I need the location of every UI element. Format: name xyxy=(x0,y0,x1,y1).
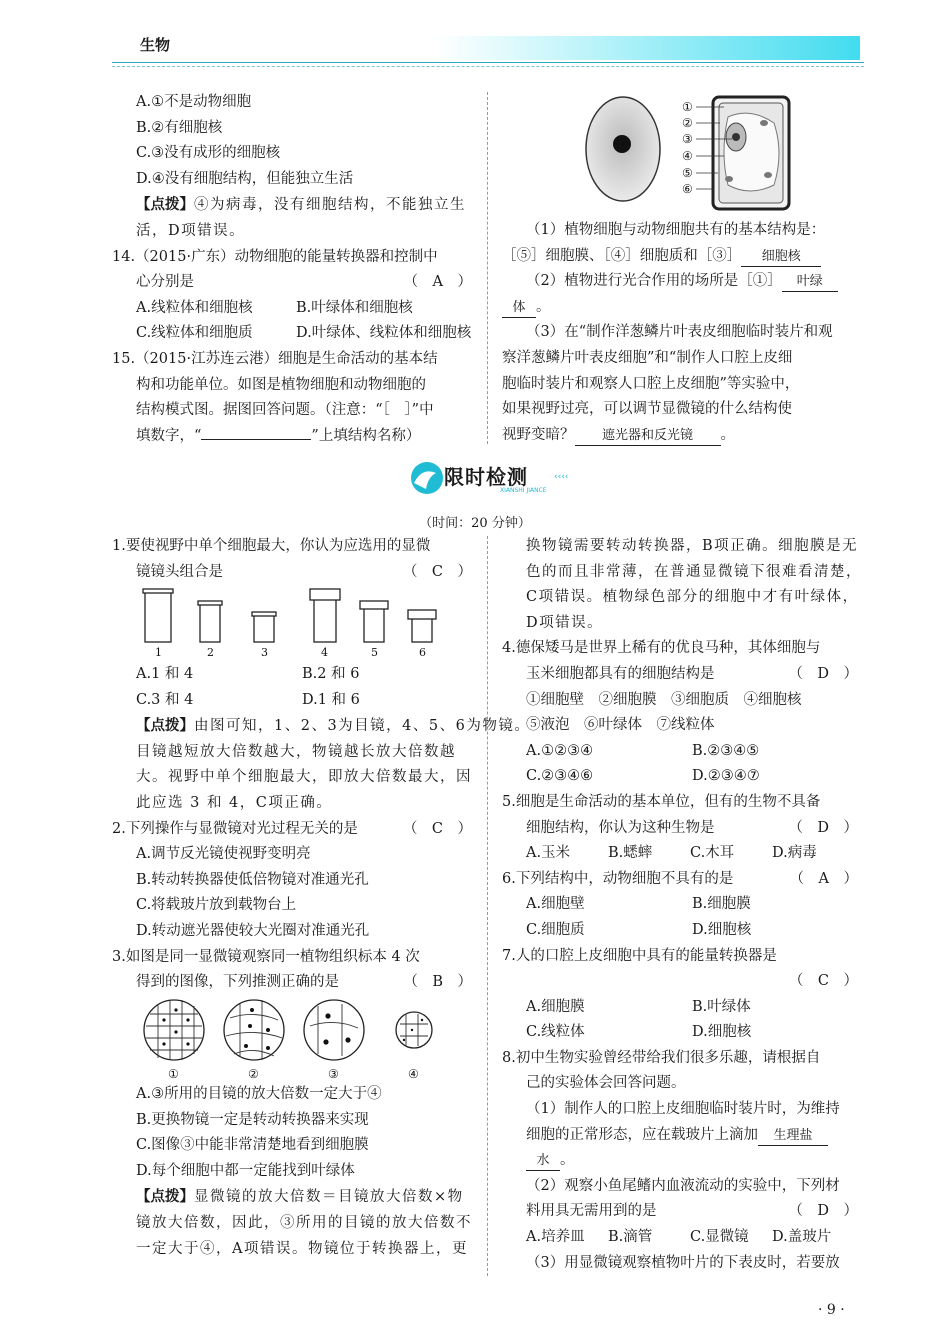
page-number: · 9 · xyxy=(818,1302,845,1318)
q8-answer: （ D ） xyxy=(788,1203,858,1220)
q1-answer: （ C ） xyxy=(402,563,472,580)
q14-stem: 14.（2015·广东）动物细胞的能量转换器和控制中 xyxy=(112,248,438,265)
header-rule xyxy=(112,62,864,63)
view-label: ④ xyxy=(408,1067,419,1080)
q14-option-a: A.线粒体和细胞核 xyxy=(136,299,253,316)
q5-answer: （ D ） xyxy=(788,819,858,836)
q14-option-c: C.线粒体和细胞质 xyxy=(136,325,253,342)
lens-1 xyxy=(145,592,171,642)
lens-2 xyxy=(200,604,220,642)
q8-stem: 8.初中生物实验曾经带给我们很多乐趣，请根据自 xyxy=(502,1049,821,1066)
top-left-column xyxy=(112,90,482,449)
q4-answer: （ D ） xyxy=(788,665,858,682)
q2-stem: 2.下列操作与显微镜对光过程无关的是 xyxy=(112,820,358,837)
svg-text:‹‹‹‹: ‹‹‹‹ xyxy=(554,472,568,482)
q13-note-cont: 活，D项错误。 xyxy=(136,222,246,239)
view-1 xyxy=(144,1000,204,1060)
view-3 xyxy=(304,1000,364,1060)
q15-stem: 15.（2015·江苏连云港）细胞是生命活动的基本结 xyxy=(112,350,438,367)
q3-stem: 3.如图是同一显微镜观察同一植物组织标本 4 次 xyxy=(112,948,420,965)
q1-option-d: D.1 和 6 xyxy=(302,691,360,708)
diagram-label: ⑤ xyxy=(682,166,693,180)
q7-stem: 7.人的口腔上皮细胞中具有的能量转换器是 xyxy=(502,947,777,964)
q13-option-d: D.④没有细胞结构，但能独立生活 xyxy=(136,170,354,187)
answer-fill: 遮光器和反光镜 xyxy=(575,427,721,446)
lens-6 xyxy=(412,618,432,642)
q15-stem-4: 填数字，“ ”上填结构名称） xyxy=(136,427,421,444)
answer-fill: 细胞核 xyxy=(741,248,821,267)
view-4 xyxy=(396,1012,432,1048)
bottom-left-column-2: A.1 和 4 B.2 和 6 C.3 和 4 D.1 和 6 【点拨】由图可知，1、2、3为目镜，4、5、6为物镜。 目镜越短放大倍数越大，物镜越长放大倍数越 大。视野中单个细胞最大，即放大倍数最大，因 此应选 3 和 4，C项正确。 2.下列操作与显微镜对光过程无关的是 （ C ） A.调节反光镜使视野变明亮 B.转动转换器使低倍物镜对准通光孔 C.将载玻片放到载物台上 D.转动遮光器使较大光圈对准通光孔 3.如图是同一显微镜观察同一植物组织标本 4 次 得到的图像，下列推测正确的是 （ B ） xyxy=(112,662,482,996)
q6-answer: （ A ） xyxy=(789,870,858,887)
time-limit: （时间：20 分钟） xyxy=(419,516,531,531)
diagram-label: ⑥ xyxy=(682,182,693,196)
answer-fill: 体 xyxy=(502,299,536,318)
view-label: ② xyxy=(248,1067,259,1080)
answer-fill: 水 xyxy=(526,1152,560,1171)
q15-part1: （1）植物细胞与动物细胞共有的基本结构是： xyxy=(526,222,826,238)
column-divider-top xyxy=(487,92,488,444)
q5-stem: 5.细胞是生命活动的基本单位，但有的生物不具备 xyxy=(502,793,821,810)
blank-line xyxy=(201,439,311,440)
answer-fill: 叶绿 xyxy=(782,273,838,292)
microscope-views xyxy=(142,996,434,1080)
diagram-label: ③ xyxy=(682,132,693,146)
lens-label: 3 xyxy=(261,646,268,659)
q4-stem: 4.德保矮马是世界上稀有的优良马种，其体细胞与 xyxy=(502,640,821,657)
q15-stem-2: 构和功能单位。如图是植物细胞和动物细胞的 xyxy=(136,376,426,393)
bottom-left-column: 1.要使视野中单个细胞最大，你认为应选用的显微 镜镜头组合是 （ C ） xyxy=(112,534,482,585)
view-2 xyxy=(224,1000,284,1060)
view-label: ① xyxy=(168,1067,179,1080)
diagram-label: ② xyxy=(682,116,693,130)
lens-4 xyxy=(314,599,336,642)
lens-label: 5 xyxy=(371,646,378,659)
q2-answer: （ C ） xyxy=(402,820,472,837)
q13-option-c: C.③没有成形的细胞核 xyxy=(136,145,281,162)
q13-option-b: B.②有细胞核 xyxy=(136,119,223,136)
section-title: 限时检测 xyxy=(444,465,528,489)
diagram-label: ① xyxy=(682,100,693,114)
column-divider-bottom xyxy=(487,536,488,1276)
q14-option-d: D.叶绿体、线粒体和细胞核 xyxy=(296,325,472,342)
q14-answer: （ A ） xyxy=(403,274,472,291)
header-band xyxy=(435,36,860,60)
q3-answer: （ B ） xyxy=(403,974,472,991)
answer-fill: 生理盐 xyxy=(758,1127,828,1146)
q6-stem: 6.下列结构中，动物细胞不具有的是 xyxy=(502,870,734,887)
diagram-label: ④ xyxy=(682,149,693,163)
note-label: 【点拨】 xyxy=(136,196,194,214)
section-banner xyxy=(408,459,568,503)
subject-title: 生物 xyxy=(140,36,171,54)
bottom-left-column-3: A.③所用的目镜的放大倍数一定大于④ B.更换物镜一定是转动转换器来实现 C.图像③中能非常清楚地看到细胞膜 D.每个细胞中都一定能找到叶绿体 【点拨】显微镜的放大倍数＝目镜放大倍数×物 镜放大倍数，因此，③所用的目镜的放大倍数不 一定大于④，A项错误。物镜位于转换器上，更 xyxy=(136,1086,472,1257)
q13-note: 【点拨】④为病毒，没有细胞结构，不能独立生 xyxy=(136,196,466,214)
lens-figure xyxy=(140,586,450,660)
q14-option-b: B.叶绿体和细胞核 xyxy=(296,299,413,316)
q1-option-b: B.2 和 6 xyxy=(302,666,360,682)
q13-option-a: A.①不是动物细胞 xyxy=(136,94,252,110)
cell-structure-diagram xyxy=(578,93,808,215)
view-label: ③ xyxy=(328,1067,339,1080)
lens-label: 2 xyxy=(207,646,214,659)
q7-answer: （ C ） xyxy=(788,973,858,990)
q14-stem-cont: 心分别是 （ A ） xyxy=(112,270,482,296)
lens-label: 1 xyxy=(155,646,162,659)
lens-label: 6 xyxy=(419,646,426,659)
bottom-right-column: 换物镜需要转动转换器，B项正确。细胞膜是无 色的而且非常薄，在普通显微镜下很难看清楚， C项错误。植物绿色部分的细胞中才有叶绿体， D项错误。 4.德保矮马是世界上稀有的优良马种，其体细胞与 玉米细胞都具有的细胞结构是 （ D ） ①细胞壁 ②细胞膜 ③细胞质 ④细胞核 ⑤液泡 ⑥叶绿体 ⑦线粒体 A.①②③④ B.②③④⑤ C.②③④⑥ D.②③④⑦ 5.细胞是生命活动的基本单位，但有的生物不具备 细胞结构，你认为这种生物是 （ D ） A.玉米 B.蟋蟀 C.木耳 D.病毒 6.下列结构中，动物细胞不具有的是 （ A ） A.细胞壁 B.细胞膜 C.细胞质 D.细胞核 7.人的口腔上皮细胞中具有的能量转换器是 （ C ） A.细胞膜 B.叶绿体 C.线粒体 D.细胞核 8.初中生物实验曾经带给我们很多乐趣，请根据自 己的实验体会回答问题。 （1）制作人的口腔上皮细胞临时装片时，为维持 细胞的正常形态，应在载玻片上滴加 生理盐 水 。 （2）观察小鱼尾鳍内血液流动的实验中，下列材 料用具无需用到的是 （ D ） A.培养皿 B.滴管 C.显微镜 D.盖玻片 （3）用显微镜观察植物叶片的下表皮时，若要放 xyxy=(502,538,862,1271)
lens-5 xyxy=(364,608,384,642)
lens-label: 4 xyxy=(321,646,328,659)
plant-cell xyxy=(713,97,789,209)
header-rule-dashed xyxy=(112,66,864,67)
section-pinyin: XIANSHI JIANCE xyxy=(500,487,547,494)
q1-option-c: C.3 和 4 xyxy=(136,691,194,708)
lens-3 xyxy=(254,615,274,642)
q1-option-a: A.1 和 4 xyxy=(136,666,194,682)
animal-nucleus xyxy=(613,135,631,153)
q1-stem: 1.要使视野中单个细胞最大，你认为应选用的显微 xyxy=(112,538,431,554)
q15-stem-3: 结构模式图。据图回答问题。（注意：“［ ］”中 xyxy=(136,402,434,419)
top-right-column: （1）植物细胞与动物细胞共有的基本结构是： ［⑤］细胞膜、［④］细胞质和［③］ 细胞核 （2）植物进行光合作用的场所是［①］ 叶绿 体 。 （3）在“制作洋葱鳞片叶表皮细胞临时装片和观 察洋葱鳞片叶表皮细胞”和“制作人口腔上皮细 胞临时装片和观察人口腔上皮细胞”等实验中， 如果视野过亮，可以调节显微镜的什么结构使 视野变暗？ 遮光器和反光镜 。 xyxy=(502,218,862,448)
